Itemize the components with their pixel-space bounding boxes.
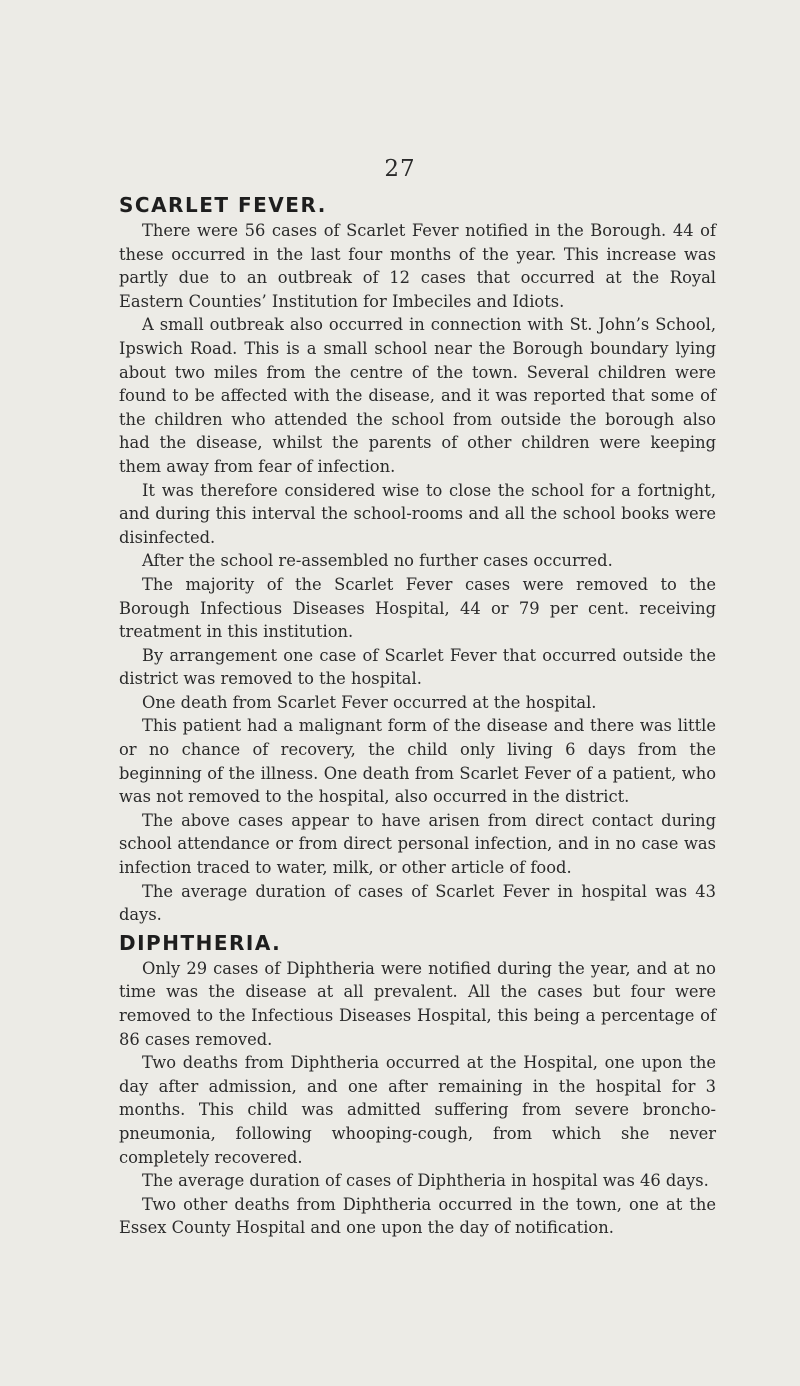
paragraph: It was therefore considered wise to close the school for a fortnight, and during this interval the school-rooms and all the school books were disinfected. [119, 480, 716, 547]
paragraph: The average duration of cases of Diphtheria in hospital was 46 days. [142, 1171, 709, 1191]
paragraph: Two other deaths from Diphtheria occurred in the town, one at the Essex County Hospital and one upon the day of notification. [119, 1194, 716, 1238]
paragraph: One death from Scarlet Fever occurred at the hospital. [142, 692, 597, 712]
paragraph: The average duration of cases of Scarlet Fever in hospital was 43 days. [119, 881, 716, 925]
paragraph: This patient had a malignant form of the disease and there was little or no chance of recovery, the child only living 6 days from the beginning of the illness. One death from Scarlet Fever of a patient, who was not removed to the hospital, also occurred in the district. [119, 716, 716, 807]
paragraph: After the school re-assembled no further cases occurred. [142, 551, 613, 571]
paragraph: The majority of the Scarlet Fever cases were removed to the Borough Infectious Diseases Hospital, 44 or 79 per cent. receiving treatment in this institution. [119, 574, 716, 642]
paragraph: Only 29 cases of Diphtheria were notified during the year, and at no time was the disease at all prevalent. All the cases but four were removed to the Infectious Diseases Hospital, this being a percentage of 86 cases removed. [119, 958, 716, 1049]
page-number: 27 [384, 156, 416, 182]
section-heading: SCARLET FEVER. [119, 193, 327, 217]
section-heading: DIPHTHERIA. [119, 930, 282, 955]
page-body [119, 192, 716, 1240]
diphtheria-section [119, 930, 716, 1240]
scarlet-fever-section [119, 192, 716, 927]
paragraph: Two deaths from Diphtheria occurred at the Hospital, one upon the day after admission, and one after remaining in the hospital for 3 months. This child was admitted suffering from severe broncho-pneumonia, following whooping-cough, from which she never completely recovered. [119, 1053, 716, 1167]
paragraph: The above cases appear to have arisen from direct contact during school attendance or from direct personal infection, and in no case was infection traced to water, milk, or other article of food. [119, 810, 716, 878]
paragraph: There were 56 cases of Scarlet Fever notified in the Borough. 44 of these occurred in the last four months of the year. This increase was partly due to an outbreak of 12 cases that occurred at the Royal Eastern Counties’ Institution for Imbeciles and Idiots. [119, 221, 716, 311]
paragraph: A small outbreak also occurred in connection with St. John’s School, Ipswich Road. This is a small school near the Borough boundary lying about two miles from the centre of the town. Several children were found to be affected with the disease, and it was reported that some of the children who attended the school from outside the borough also had the disease, whilst the parents of other children were keeping them away from fear of infection. [119, 315, 716, 476]
paragraph: By arrangement one case of Scarlet Fever that occurred outside the district was removed to the hospital. [119, 645, 716, 689]
